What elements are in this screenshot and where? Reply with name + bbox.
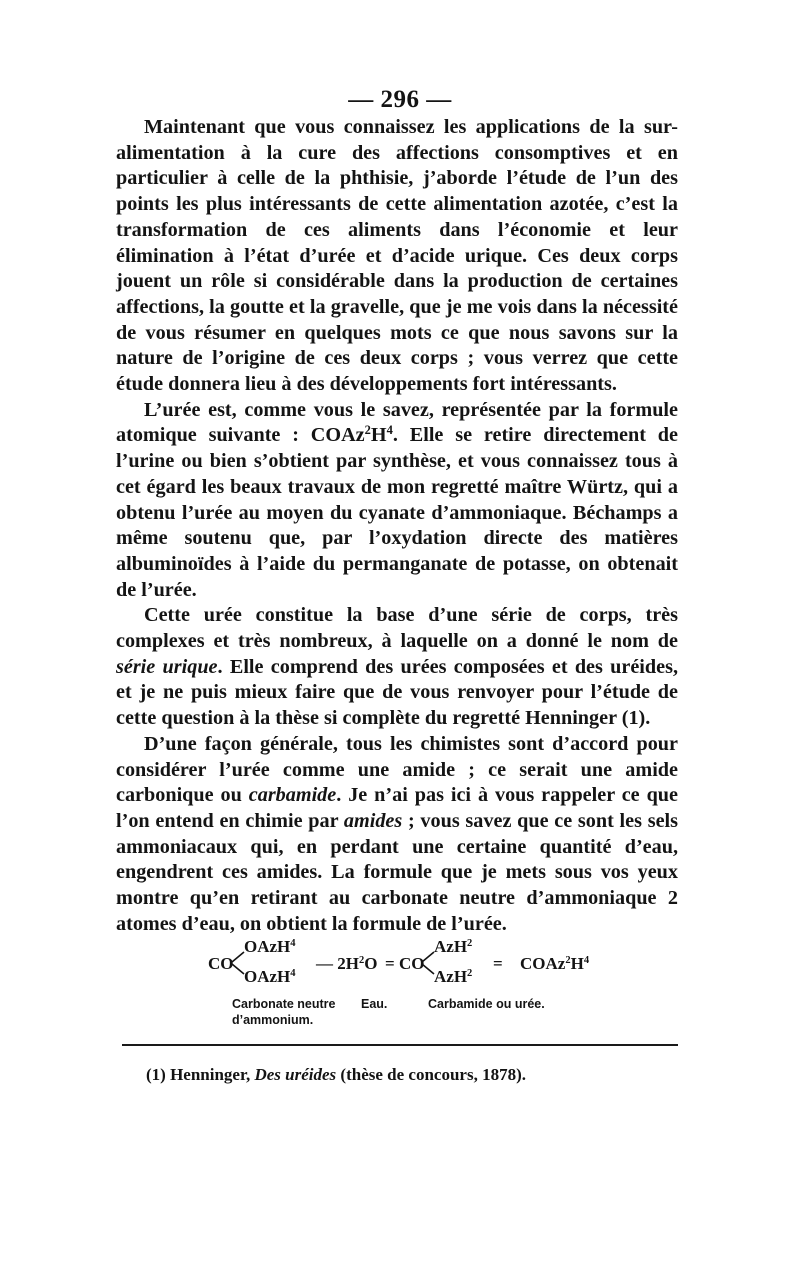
formula-ammonium-bottom: OAzH$^4$	[244, 967, 296, 986]
text-run: D’une façon générale, tous les chimistes sont d’accord pour considérer l’urée comme une amide ; ce serait une amide carbonique ou	[116, 732, 678, 807]
paragraph	[116, 732, 678, 938]
italic-term: série urique	[116, 655, 218, 678]
superscript: 4	[386, 423, 393, 438]
footnote-rest: (thèse de concours, 1878).	[336, 1065, 526, 1084]
caption-carbonate-line2: d’ammonium.	[232, 1013, 314, 1027]
formula-co-right: CO	[399, 954, 425, 973]
body-text	[116, 115, 678, 938]
paragraph	[116, 603, 678, 732]
caption-carbonate: Carbonate neutre	[232, 997, 336, 1011]
text-run: Cette urée constitue la base d’une série de corps, très complexes et très nombreux, à laquelle on a donné le nom de	[116, 604, 678, 653]
italic-term: carbamide	[248, 784, 337, 807]
formula-captions	[208, 996, 628, 1036]
footnote-title: Des uréides	[254, 1065, 337, 1084]
footnote-divider	[122, 1044, 678, 1046]
page-number: — 296 —	[348, 86, 452, 113]
superscript: 2	[364, 423, 371, 438]
footnote	[146, 1065, 666, 1085]
text-run: . Elle comprend des urées composées et des uréides, et je ne puis mieux faire que de vous renvoyer pour l’étude de cette question à la thèse si complète du regretté Henninger (1).	[116, 655, 679, 730]
formula-amide-bottom: AzH$^2$	[434, 967, 473, 986]
text-run: . Elle se retire directement de l’urine ou bien s’obtient par synthèse, et vous connaissez tous à cet égard les beaux travaux de mon regretté maître Würtz, qui a obtenu l’urée au moyen du cyanate d’ammoniaque. Béchamps a même soutenu que, par l’oxydation directe des matières albuminoïdes à l’aide du permanganate de potasse, on obtenait de l’urée.	[116, 424, 678, 601]
chemical-equation	[208, 937, 608, 986]
text-run: Maintenant que vous connaissez les applications de la sur-alimentation à la cure des affections consomptives et en particulier à celle de la phthisie, j’aborde l’étude de l’un des points les plus intéressants de cette alimentation azotée, c’est la transformation de ces aliments dans l’économie et leur élimination à l’état d’urée et d’acide urique. Ces deux corps jouent un rôle si considérable dans la production de certaines affections, la goutte et la gravelle, que je me vois dans la nécessité de vous résumer en quelques mots ce que nous savons sur la nature de l’origine de ces deux corps ; vous verrez que cette étude donnera lieu à des développements fort intéressants.	[116, 116, 678, 396]
text-run: L’urée est, comme vous le savez, représentée par la formule atomique suivante : COAz	[116, 398, 678, 447]
formula-equals-1: =	[385, 954, 395, 973]
footnote-marker: (1) Henninger,	[146, 1065, 255, 1084]
text-run: ; vous savez que ce sont les sels ammoniacaux qui, en perdant une certaine quantité d’eau, engendrent ces amides. La formule que je mets sous vos yeux montre qu’en retirant au carbonate neutre d’ammoniaque 2 atomes d’eau, on obtient la formule de l’urée.	[116, 809, 678, 935]
formula-amide-top: AzH$^2$	[434, 937, 473, 956]
paragraph	[116, 398, 678, 604]
text-run: H	[370, 424, 387, 447]
formula-urea: $COAz^2H^4$	[520, 954, 590, 973]
italic-term: amides	[343, 809, 403, 832]
formula-equals-2: =	[493, 954, 503, 973]
text-run: . Je n’ai pas ici à vous rappeler ce que l’on entend en chimie par	[116, 784, 678, 832]
formula-ammonium-top: OAzH$^4$	[244, 937, 296, 956]
formula-co-left: CO	[208, 954, 234, 973]
paragraph	[116, 115, 678, 398]
caption-water: Eau.	[361, 997, 388, 1011]
caption-carbamide: Carbamide ou urée.	[428, 997, 545, 1011]
formula-minus-water: — $2H^2O$	[316, 954, 378, 973]
